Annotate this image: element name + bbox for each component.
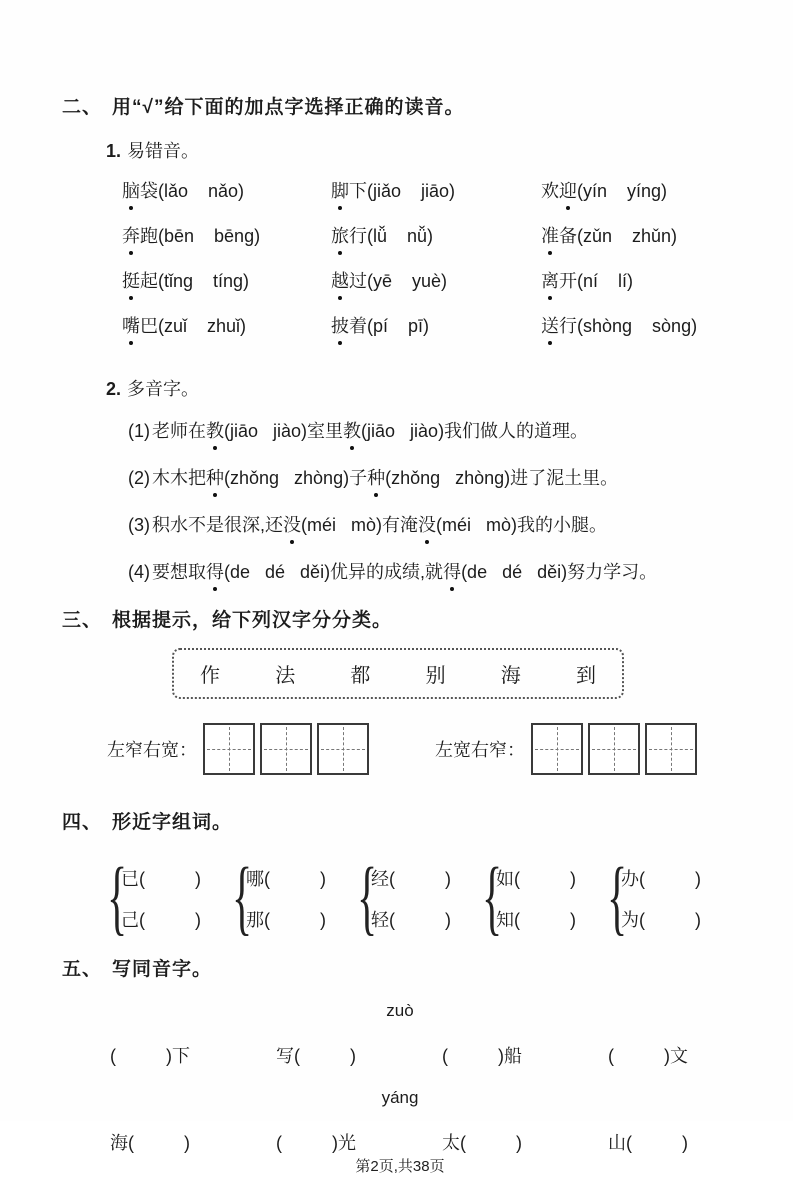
left-brace: {	[607, 851, 628, 944]
pair-line: 己( )	[121, 909, 201, 930]
pair-line: 已( )	[121, 868, 201, 889]
pinyin-options: (ní lí)	[577, 271, 634, 291]
hanzi-char: 袋	[140, 181, 158, 201]
pair-line: 轻( )	[371, 909, 451, 930]
classify-char: 法	[275, 665, 296, 687]
pair-line: 知( )	[496, 909, 576, 930]
pair-group	[477, 851, 576, 944]
hanzi-char: 巴	[140, 316, 158, 336]
sentence-segment: (zhǒng zhòng)子	[224, 468, 368, 488]
pinyin-options: (shòng sòng)	[577, 316, 698, 336]
homophone-item: 太( )	[442, 1133, 522, 1153]
word-row	[122, 177, 738, 203]
hanzi-char: 奔	[122, 222, 140, 248]
tian-cell	[531, 723, 583, 775]
pair-line: 如( )	[496, 868, 576, 889]
classify-right-label: 左宽右窄：	[435, 740, 525, 760]
word-item	[331, 222, 541, 248]
hanzi-char: 送	[541, 312, 559, 338]
hanzi-char: 开	[559, 271, 577, 291]
pair-group	[102, 851, 201, 944]
word-item	[122, 222, 331, 248]
pinyin-options: (zǔn zhǔn)	[577, 226, 678, 246]
section-five-header	[62, 954, 738, 981]
section-two-header	[62, 92, 738, 119]
word-item	[331, 177, 541, 203]
sentence-segment: 积水不是很深,还	[152, 515, 284, 535]
hanzi-char: 备	[559, 226, 577, 246]
classify-char-box	[172, 648, 624, 699]
homophone-row	[110, 1129, 688, 1155]
sentence-number: (3)	[128, 515, 150, 535]
pair-lines	[246, 865, 326, 932]
classify-char: 作	[200, 665, 220, 687]
section-four-header	[62, 807, 738, 834]
hanzi-char: 挺	[122, 267, 140, 293]
sentence-segment: 种	[367, 464, 385, 490]
polyphone-sentence	[128, 417, 738, 443]
classify-left-label: 左窄右宽：	[107, 740, 197, 760]
word-item	[122, 177, 331, 203]
hanzi-char: 披	[331, 312, 349, 338]
hanzi-char: 离	[541, 267, 559, 293]
section-three-number: 三、	[62, 610, 103, 631]
easy-sound-grid	[122, 177, 738, 357]
homophone-pinyin: zuò	[386, 1001, 414, 1020]
polyphone-sentence	[128, 511, 738, 537]
tian-cell	[260, 723, 312, 775]
homophone-item: ( )船	[442, 1046, 522, 1066]
section-four-number: 四、	[62, 812, 103, 833]
hanzi-char: 嘴	[122, 312, 140, 338]
polyphone-sentence	[128, 464, 738, 490]
subsection-easy-sounds-header	[106, 137, 738, 163]
pinyin-options: (yín yíng)	[577, 181, 668, 201]
left-brace: {	[482, 851, 503, 944]
pair-line: 那( )	[246, 909, 326, 930]
homophone-row	[110, 1042, 688, 1068]
word-item	[541, 177, 738, 203]
page-number-footer: 第2页,共38页	[355, 1158, 445, 1175]
pair-lines	[496, 865, 576, 932]
tian-cell	[203, 723, 255, 775]
pair-line: 办( )	[621, 868, 701, 889]
polyphone-sentence	[128, 558, 738, 584]
hanzi-char: 脑	[122, 177, 140, 203]
sentence-segment: 教	[343, 417, 361, 443]
homophone-item: 海( )	[110, 1133, 190, 1153]
sentence-segment: (zhǒng zhòng)进了泥土里。	[385, 468, 619, 488]
sentence-segment: 没	[283, 511, 301, 537]
hanzi-char: 越	[331, 267, 349, 293]
hanzi-char: 旅	[331, 222, 349, 248]
polyphone-list	[128, 417, 738, 605]
pair-group	[602, 851, 701, 944]
hanzi-char: 准	[541, 222, 559, 248]
sentence-segment: (méi mò)有淹	[301, 515, 419, 535]
pinyin-options: (bēn bēng)	[158, 226, 261, 246]
hanzi-char: 过	[349, 271, 367, 291]
section-four-title: 形近字组词。	[112, 812, 233, 833]
classify-row	[107, 723, 738, 775]
word-row	[122, 267, 738, 293]
pinyin-options: (yē yuè)	[367, 271, 448, 291]
pinyin-options: (tǐng tíng)	[158, 271, 250, 291]
left-brace: {	[107, 851, 128, 944]
section-two-title: 用“√”给下面的加点字选择正确的读音。	[112, 97, 465, 118]
word-item	[122, 312, 331, 338]
classify-char: 别	[425, 665, 446, 687]
left-brace: {	[232, 851, 253, 944]
classify-char: 海	[500, 665, 521, 687]
pinyin-options: (lǎo nǎo)	[158, 181, 245, 201]
sentence-segment: 得	[206, 558, 224, 584]
pair-group	[352, 851, 451, 944]
word-item	[331, 267, 541, 293]
hanzi-char: 迎	[559, 177, 577, 203]
pinyin-options: (jiǎo jiāo)	[367, 181, 456, 201]
pair-lines	[621, 865, 701, 932]
subsection-one-title: 易错音。	[127, 141, 200, 161]
sentence-segment: 要想取	[152, 562, 206, 582]
sentence-number: (2)	[128, 468, 150, 488]
homophone-item: ( )下	[110, 1046, 190, 1066]
sentence-segment: 教	[206, 417, 224, 443]
pinyin-options: (zuǐ zhuǐ)	[158, 316, 247, 336]
left-brace: {	[357, 851, 378, 944]
pair-line: 为( )	[621, 909, 701, 930]
section-five-title: 写同音字。	[112, 959, 213, 980]
tian-grid-group	[531, 723, 697, 775]
tian-cell	[317, 723, 369, 775]
sentence-segment: (méi mò)我的小腿。	[436, 515, 608, 535]
classify-char: 到	[575, 665, 596, 687]
pairs-row	[102, 851, 738, 944]
classify-char: 都	[350, 665, 371, 687]
word-item	[541, 312, 738, 338]
sentence-segment: (jiāo jiào)室里	[224, 421, 344, 441]
sentence-segment: 老师在	[152, 421, 206, 441]
homophone-item: ( )文	[608, 1046, 688, 1066]
sentence-segment: 木木把	[152, 468, 206, 488]
pair-line: 经( )	[371, 868, 451, 889]
pair-lines	[121, 865, 201, 932]
sentence-segment: 得	[443, 558, 461, 584]
section-five-number: 五、	[62, 959, 103, 980]
word-item	[331, 312, 541, 338]
sentence-segment: (de dé děi)努力学习。	[461, 562, 658, 582]
hanzi-char: 脚	[331, 177, 349, 203]
sentence-segment: (de dé děi)优异的成绩,就	[224, 562, 444, 582]
tian-grid-group	[203, 723, 369, 775]
sentence-segment: 没	[418, 511, 436, 537]
hanzi-char: 欢	[541, 181, 559, 201]
sentence-number: (4)	[128, 562, 150, 582]
hanzi-char: 起	[140, 271, 158, 291]
pair-lines	[371, 865, 451, 932]
tian-cell	[588, 723, 640, 775]
word-item	[541, 222, 738, 248]
sentence-segment: 种	[206, 464, 224, 490]
section-three-title: 根据提示，给下列汉字分分类。	[112, 610, 393, 631]
word-item	[541, 267, 738, 293]
subsection-two-title: 多音字。	[127, 379, 200, 399]
hanzi-char: 行	[349, 226, 367, 246]
word-row	[122, 312, 738, 338]
subsection-two-number: 2.	[106, 379, 122, 399]
pinyin-options: (pí pī)	[367, 316, 430, 336]
homophone-item: ( )光	[276, 1133, 356, 1153]
hanzi-char: 着	[349, 316, 367, 336]
section-three-header	[62, 605, 738, 632]
homophone-groups	[62, 981, 738, 1155]
word-row	[122, 222, 738, 248]
hanzi-char: 跑	[140, 226, 158, 246]
sentence-segment: (jiāo jiào)我们做人的道理。	[361, 421, 589, 441]
sentence-number: (1)	[128, 421, 150, 441]
hanzi-char: 行	[559, 316, 577, 336]
pair-group	[227, 851, 326, 944]
hanzi-char: 下	[349, 181, 367, 201]
homophone-item: 山( )	[608, 1133, 688, 1153]
pair-line: 哪( )	[246, 868, 326, 889]
pinyin-options: (lǚ nǚ)	[367, 226, 434, 246]
homophone-item: 写( )	[276, 1046, 356, 1066]
subsection-one-number: 1.	[106, 141, 122, 161]
section-two-number: 二、	[62, 97, 103, 118]
subsection-polyphone-header	[106, 375, 738, 401]
word-item	[122, 267, 331, 293]
homophone-pinyin: yáng	[381, 1088, 419, 1107]
tian-cell	[645, 723, 697, 775]
